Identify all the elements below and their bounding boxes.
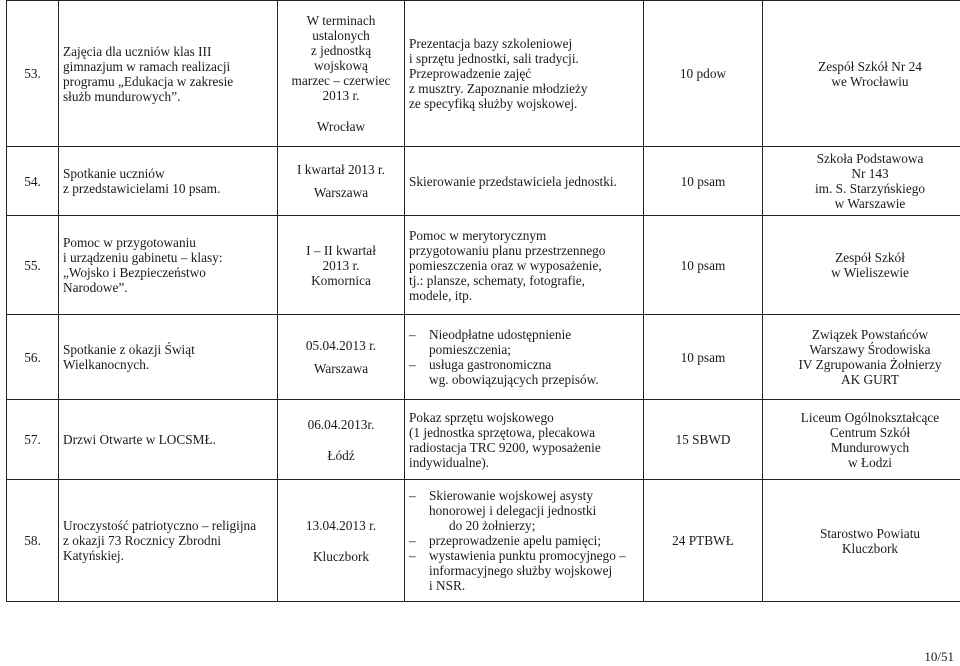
- partner-institution: Liceum Ogólnokształcące Centrum Szkół Mundurowych w Łodzi: [763, 400, 960, 480]
- row-number: 55.: [7, 216, 59, 315]
- event-title: Drzwi Otwarte w LOCSMŁ.: [59, 400, 278, 480]
- row-number: 53.: [7, 1, 59, 147]
- row-number: 54.: [7, 147, 59, 216]
- bullet-list: [409, 488, 639, 593]
- page-number: 10/51: [924, 649, 954, 664]
- table-row: [7, 315, 960, 400]
- row-number: 57.: [7, 400, 59, 480]
- partner-institution: Zespół Szkół w Wieliszewie: [763, 216, 960, 315]
- bullet-list: [409, 327, 639, 387]
- event-description: [405, 315, 644, 400]
- table-row: [7, 1, 960, 147]
- event-title: Spotkanie uczniów z przedstawicielami 10 psam.: [59, 147, 278, 216]
- event-title: Uroczystość patriotyczno – religijna z okazji 73 Rocznicy Zbrodni Katyńskiej.: [59, 480, 278, 602]
- partner-institution: Szkoła Podstawowa Nr 143 im. S. Starzyńskiego w Warszawie: [763, 147, 960, 216]
- list-item: – Skierowanie wojskowej asysty honorowej i delegacji jednostki do 20 żołnierzy;: [409, 488, 639, 533]
- event-place: Wrocław: [316, 119, 366, 134]
- event-place: Warszawa: [313, 361, 369, 376]
- event-title: Spotkanie z okazji Świąt Wielkanocnych.: [59, 315, 278, 400]
- table-row: [7, 400, 960, 480]
- responsible-unit: 10 pdow: [644, 1, 763, 147]
- responsible-unit: 15 SBWD: [644, 400, 763, 480]
- event-description: [405, 480, 644, 602]
- events-table: [6, 0, 960, 602]
- event-place: Łódź: [327, 447, 355, 463]
- event-date: I – II kwartał 2013 r. Komornica: [278, 216, 405, 315]
- list-item: – przeprowadzenie apelu pamięci;: [409, 533, 639, 548]
- list-item: – wystawienia punktu promocyjnego – informacyjnego służby wojskowej i NSR.: [409, 548, 639, 593]
- event-place: Warszawa: [313, 185, 369, 200]
- row-number: 56.: [7, 315, 59, 400]
- event-date: I kwartał 2013 r. Warszawa: [278, 147, 405, 216]
- event-place: Kluczbork: [312, 548, 370, 564]
- partner-institution: Zespół Szkół Nr 24 we Wrocławiu: [763, 1, 960, 147]
- event-description: Pomoc w merytorycznym przygotowaniu planu przestrzennego pomieszczenia oraz w wyposażenie, tj.: plansze, schematy, fotografie, modele, itp.: [405, 216, 644, 315]
- table-row: [7, 480, 960, 602]
- event-place: Komornica: [311, 272, 371, 288]
- table-row: [7, 216, 960, 315]
- list-item: – usługa gastronomiczna wg. obowiązujących przepisów.: [409, 357, 639, 387]
- row-number: 58.: [7, 480, 59, 602]
- responsible-unit: 10 psam: [644, 147, 763, 216]
- responsible-unit: 24 PTBWŁ: [644, 480, 763, 602]
- responsible-unit: 10 psam: [644, 216, 763, 315]
- event-description: Prezentacja bazy szkoleniowej i sprzętu jednostki, sali tradycji. Przeprowadzenie zajęć z musztry. Zapoznanie młodzieży ze specyfiką służby wojskowej.: [405, 1, 644, 147]
- event-title: Zajęcia dla uczniów klas III gimnazjum w ramach realizacji programu „Edukacja w zakresie służb mundurowych”.: [59, 1, 278, 147]
- event-description: Pokaz sprzętu wojskowego (1 jednostka sprzętowa, plecakowa radiostacja TRC 9200, wyposażenie indywidualne).: [405, 400, 644, 480]
- event-title: Pomoc w przygotowaniu i urządzeniu gabinetu – klasy: „Wojsko i Bezpieczeństwo Narodowe”.: [59, 216, 278, 315]
- table-row: [7, 147, 960, 216]
- event-date: 13.04.2013 r. Kluczbork: [278, 480, 405, 602]
- list-item: – Nieodpłatne udostępnienie pomieszczenia;: [409, 327, 639, 357]
- event-description: Skierowanie przedstawiciela jednostki.: [405, 147, 644, 216]
- partner-institution: Starostwo Powiatu Kluczbork: [763, 480, 960, 602]
- event-date: 05.04.2013 r. Warszawa: [278, 315, 405, 400]
- partner-institution: Związek Powstańców Warszawy Środowiska IV Zgrupowania Żołnierzy AK GURT: [763, 315, 960, 400]
- responsible-unit: 10 psam: [644, 315, 763, 400]
- event-date: W terminach ustalonych z jednostką wojskową marzec – czerwiec 2013 r. Wrocław: [278, 1, 405, 147]
- event-date: 06.04.2013r. Łódź: [278, 400, 405, 480]
